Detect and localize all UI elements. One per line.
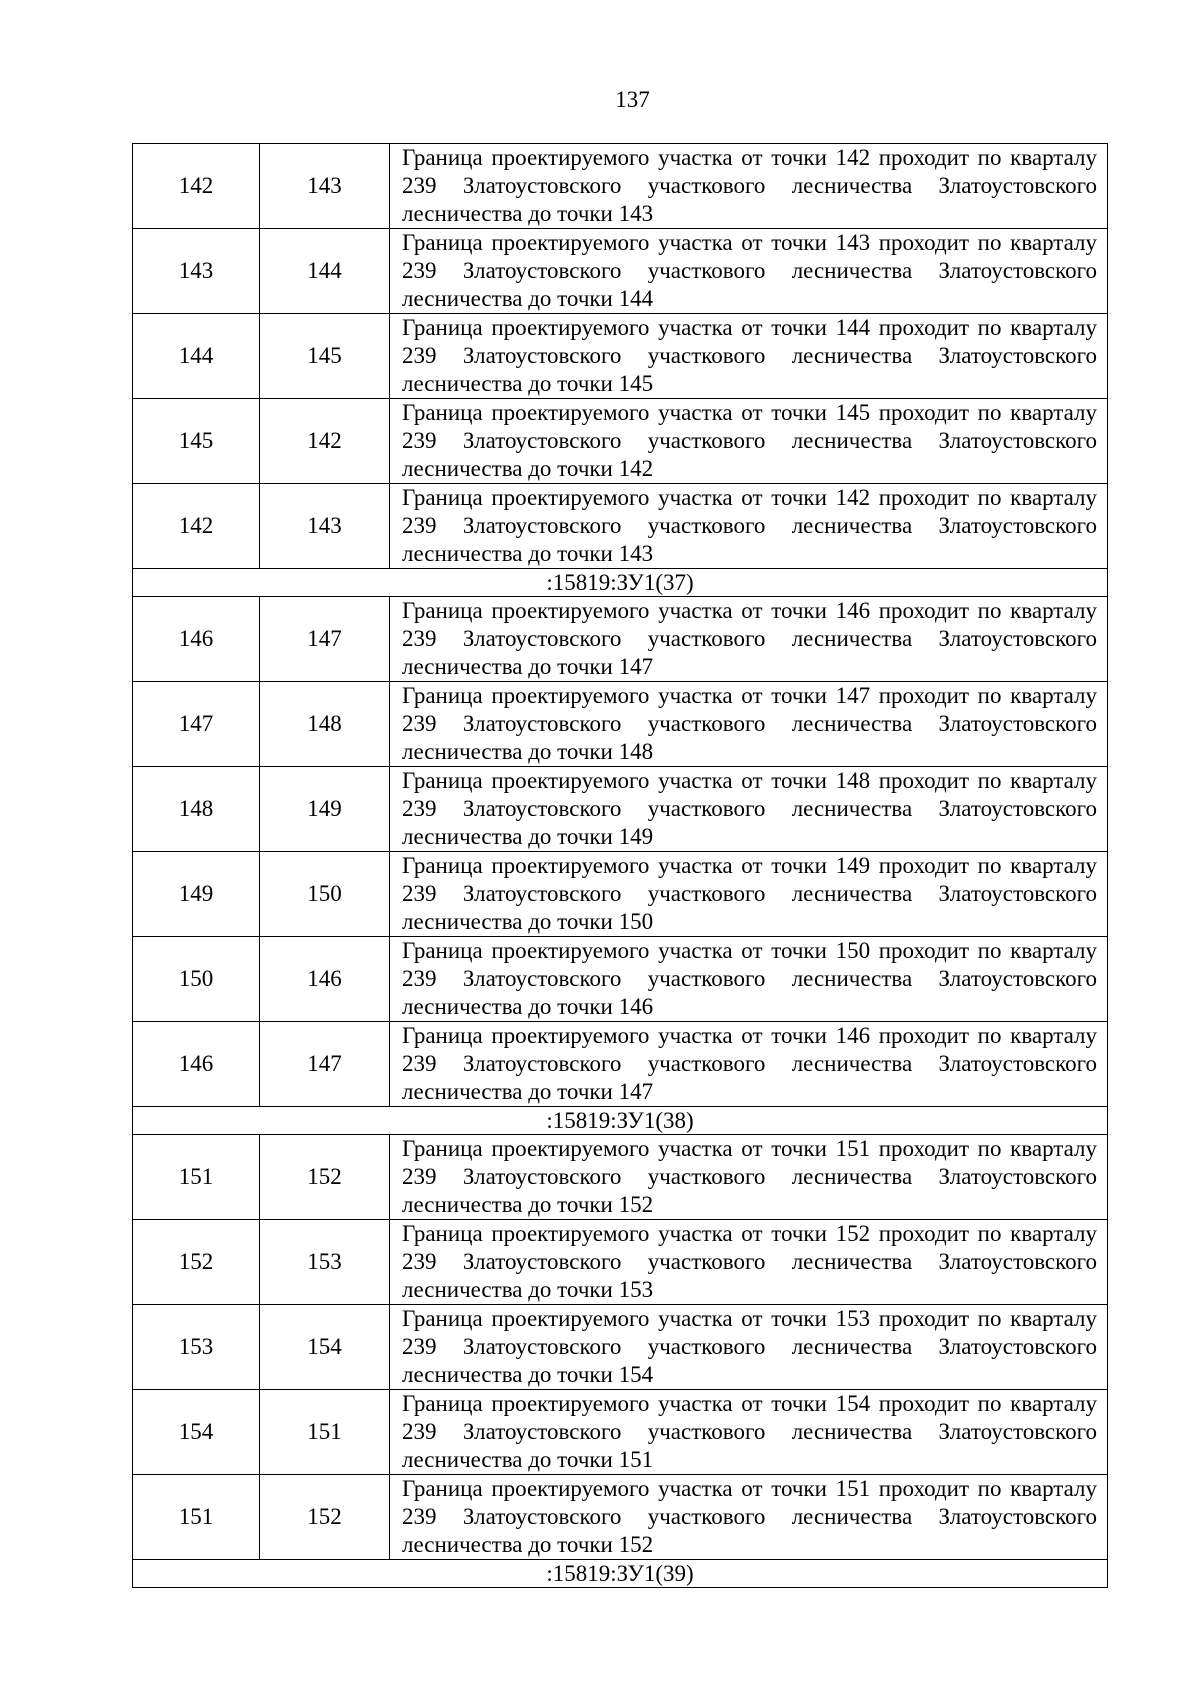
table-row — [133, 597, 1108, 682]
table-body — [133, 144, 1108, 1588]
point-from-cell: 151 — [133, 1135, 260, 1220]
table-row — [133, 1475, 1108, 1560]
table-row — [133, 852, 1108, 937]
table-row — [133, 399, 1108, 484]
page-number: 137 — [615, 87, 650, 112]
point-from-cell: 143 — [133, 229, 260, 314]
point-to-cell: 149 — [260, 767, 390, 852]
description-cell: Граница проектируемого участка от точки 142 проходит по кварталу 239 Златоустовского участкового лесничества Златоустовского лесничества до точки 143 — [390, 484, 1108, 569]
description-cell: Граница проектируемого участка от точки 144 проходит по кварталу 239 Златоустовского участкового лесничества Златоустовского лесничества до точки 145 — [390, 314, 1108, 399]
table-row — [133, 1390, 1108, 1475]
point-to-cell: 147 — [260, 597, 390, 682]
description-cell: Граница проектируемого участка от точки 150 проходит по кварталу 239 Златоустовского участкового лесничества Златоустовского лесничества до точки 146 — [390, 937, 1108, 1022]
section-header-row — [133, 1107, 1108, 1135]
point-to-cell: 145 — [260, 314, 390, 399]
point-from-cell: 154 — [133, 1390, 260, 1475]
description-cell: Граница проектируемого участка от точки 152 проходит по кварталу 239 Златоустовского участкового лесничества Златоустовского лесничества до точки 153 — [390, 1220, 1108, 1305]
table-row — [133, 229, 1108, 314]
point-to-cell: 153 — [260, 1220, 390, 1305]
description-cell: Граница проектируемого участка от точки 154 проходит по кварталу 239 Златоустовского участкового лесничества Златоустовского лесничества до точки 151 — [390, 1390, 1108, 1475]
section-label: :15819:ЗУ1(38) — [133, 1107, 1108, 1135]
point-from-cell: 152 — [133, 1220, 260, 1305]
point-to-cell: 142 — [260, 399, 390, 484]
point-to-cell: 151 — [260, 1390, 390, 1475]
description-cell: Граница проектируемого участка от точки 143 проходит по кварталу 239 Златоустовского участкового лесничества Златоустовского лесничества до точки 144 — [390, 229, 1108, 314]
point-from-cell: 142 — [133, 484, 260, 569]
description-cell: Граница проектируемого участка от точки 142 проходит по кварталу 239 Златоустовского участкового лесничества Златоустовского лесничества до точки 143 — [390, 144, 1108, 229]
point-to-cell: 150 — [260, 852, 390, 937]
table-row — [133, 1220, 1108, 1305]
point-to-cell: 143 — [260, 484, 390, 569]
table-row — [133, 682, 1108, 767]
description-cell: Граница проектируемого участка от точки 148 проходит по кварталу 239 Златоустовского участкового лесничества Златоустовского лесничества до точки 149 — [390, 767, 1108, 852]
point-to-cell: 144 — [260, 229, 390, 314]
table-row — [133, 1305, 1108, 1390]
point-from-cell: 146 — [133, 597, 260, 682]
point-to-cell: 147 — [260, 1022, 390, 1107]
section-label: :15819:ЗУ1(39) — [133, 1560, 1108, 1588]
description-cell: Граница проектируемого участка от точки 151 проходит по кварталу 239 Златоустовского участкового лесничества Златоустовского лесничества до точки 152 — [390, 1475, 1108, 1560]
section-header-row — [133, 569, 1108, 597]
point-from-cell: 150 — [133, 937, 260, 1022]
point-to-cell: 143 — [260, 144, 390, 229]
description-cell: Граница проектируемого участка от точки 153 проходит по кварталу 239 Златоустовского участкового лесничества Златоустовского лесничества до точки 154 — [390, 1305, 1108, 1390]
point-from-cell: 149 — [133, 852, 260, 937]
point-to-cell: 146 — [260, 937, 390, 1022]
point-to-cell: 152 — [260, 1475, 390, 1560]
description-cell: Граница проектируемого участка от точки 146 проходит по кварталу 239 Златоустовского участкового лесничества Златоустовского лесничества до точки 147 — [390, 1022, 1108, 1107]
table-row — [133, 937, 1108, 1022]
table-row — [133, 1135, 1108, 1220]
point-to-cell: 154 — [260, 1305, 390, 1390]
point-from-cell: 148 — [133, 767, 260, 852]
boundary-description-table — [132, 143, 1108, 1588]
point-to-cell: 152 — [260, 1135, 390, 1220]
table-row — [133, 144, 1108, 229]
table-row — [133, 314, 1108, 399]
section-header-row — [133, 1560, 1108, 1588]
table-row — [133, 767, 1108, 852]
description-cell: Граница проектируемого участка от точки 146 проходит по кварталу 239 Златоустовского участкового лесничества Златоустовского лесничества до точки 147 — [390, 597, 1108, 682]
table-row — [133, 1022, 1108, 1107]
point-from-cell: 144 — [133, 314, 260, 399]
description-cell: Граница проектируемого участка от точки 151 проходит по кварталу 239 Златоустовского участкового лесничества Златоустовского лесничества до точки 152 — [390, 1135, 1108, 1220]
table-row — [133, 484, 1108, 569]
section-label: :15819:ЗУ1(37) — [133, 569, 1108, 597]
point-from-cell: 153 — [133, 1305, 260, 1390]
point-from-cell: 151 — [133, 1475, 260, 1560]
point-to-cell: 148 — [260, 682, 390, 767]
point-from-cell: 147 — [133, 682, 260, 767]
description-cell: Граница проектируемого участка от точки 149 проходит по кварталу 239 Златоустовского участкового лесничества Златоустовского лесничества до точки 150 — [390, 852, 1108, 937]
description-cell: Граница проектируемого участка от точки 145 проходит по кварталу 239 Златоустовского участкового лесничества Златоустовского лесничества до точки 142 — [390, 399, 1108, 484]
point-from-cell: 142 — [133, 144, 260, 229]
point-from-cell: 145 — [133, 399, 260, 484]
point-from-cell: 146 — [133, 1022, 260, 1107]
description-cell: Граница проектируемого участка от точки 147 проходит по кварталу 239 Златоустовского участкового лесничества Златоустовского лесничества до точки 148 — [390, 682, 1108, 767]
